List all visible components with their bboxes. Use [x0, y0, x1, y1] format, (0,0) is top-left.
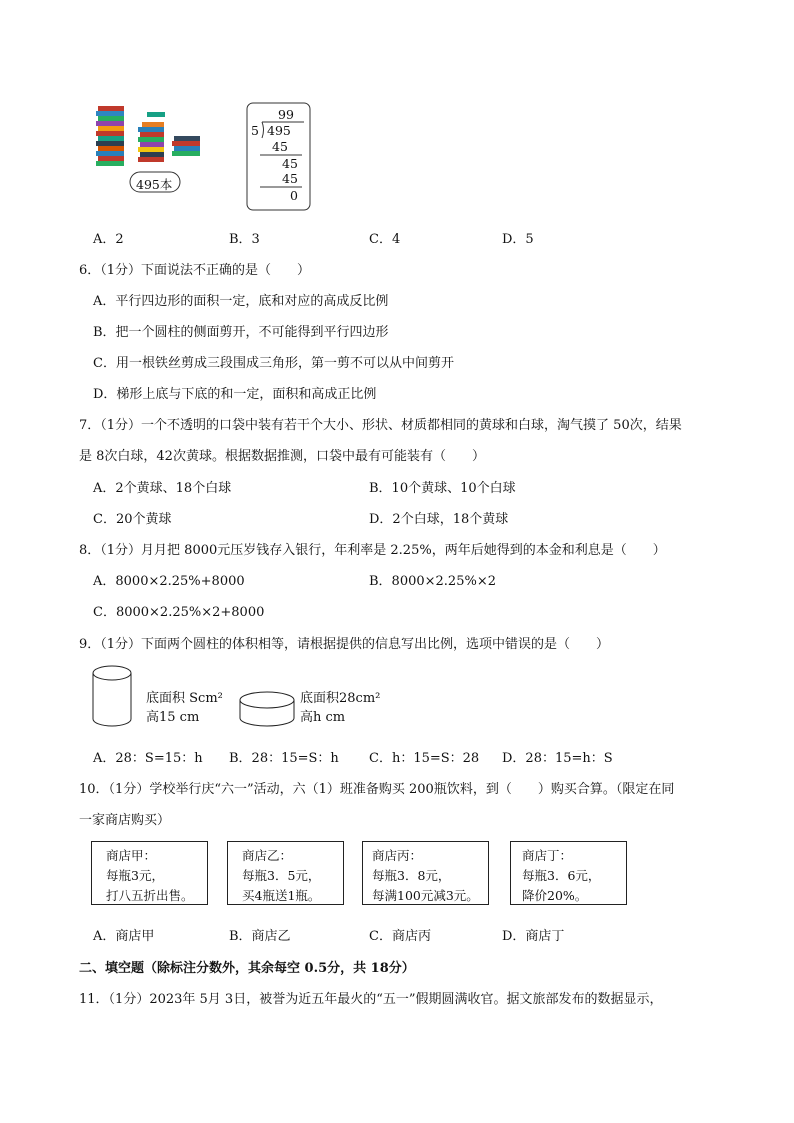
- cylinder-tall-icon: [90, 664, 138, 730]
- shop-jia-name: 商店甲：: [106, 848, 157, 863]
- q11-stem: 11．（1分）2023年 5月 3日，被誉为近五年最火的“五一”假期圆满收官。据文旅部发布的数据显示，: [79, 992, 663, 1007]
- shop-yi-name: 商店乙：: [242, 848, 293, 863]
- shop-bing-deal: 每满100元减3元。: [372, 888, 479, 903]
- q8-stem: 8．（1分）月月把 8000元压岁钱存入银行，年利率是 2.25%，两年后她得到的本金和利息是（ ）: [79, 543, 666, 558]
- q5-option-a[interactable]: A．2: [93, 232, 124, 247]
- cylinder1-height: 高15 cm: [146, 710, 200, 725]
- q9-option-d[interactable]: D．28：15=h：S: [502, 751, 613, 766]
- division-rem1: 45: [282, 156, 298, 171]
- cylinder1-base-area: 底面积 Scm²: [146, 691, 223, 706]
- division-divisor: 5: [251, 123, 259, 138]
- division-dividend: 495: [267, 123, 291, 138]
- q6-option-d[interactable]: D．梯形上底与下底的和一定，面积和高成正比例: [93, 387, 377, 402]
- q10-stem-line1: 10．（1分）学校举行庆“六一”活动，六（1）班准备购买 200瓶饮料，到（ ）购买合算。（限定在同: [79, 782, 675, 797]
- q7-option-c[interactable]: C．20个黄球: [93, 512, 172, 527]
- q7-option-a[interactable]: A．2个黄球、18个白球: [93, 481, 232, 496]
- cylinder-short-icon: [238, 690, 298, 730]
- q5-option-d[interactable]: D．5: [502, 232, 534, 247]
- q6-option-c[interactable]: C．用一根铁丝剪成三段围成三角形，第一剪不可以从中间剪开: [93, 356, 454, 371]
- q10-option-d[interactable]: D．商店丁: [502, 929, 565, 944]
- division-step2: 45: [282, 171, 298, 186]
- q5-option-c[interactable]: C．4: [369, 232, 401, 247]
- division-step1: 45: [272, 139, 288, 154]
- cylinder2-height: 高h cm: [300, 710, 346, 725]
- q6-stem: 6．（1分）下面说法不正确的是（ ）: [79, 263, 311, 278]
- q8-option-a[interactable]: A．8000×2.25%+8000: [93, 574, 245, 589]
- shop-jia-price: 每瓶3元，: [106, 868, 164, 883]
- shop-yi-price: 每瓶3．5元，: [242, 868, 321, 883]
- q9-option-a[interactable]: A．28：S=15：h: [93, 751, 203, 766]
- q9-stem: 9．（1分）下面两个圆柱的体积相等，请根据提供的信息写出比例，选项中错误的是（ ）: [79, 637, 610, 652]
- q5-option-b[interactable]: B．3: [229, 232, 260, 247]
- section-title-fill-in: 二、填空题（除标注分数外，其余每空 0.5分，共 18分）: [79, 961, 415, 976]
- q7-option-b[interactable]: B．10个黄球、10个白球: [369, 481, 516, 496]
- shop-bing-price: 每瓶3．8元，: [372, 868, 451, 883]
- shop-box-jia: [91, 841, 208, 905]
- q10-option-c[interactable]: C．商店丙: [369, 929, 431, 944]
- q10-option-b[interactable]: B．商店乙: [229, 929, 291, 944]
- book-stack-medium: [138, 112, 165, 162]
- book-stack-small: [172, 136, 200, 156]
- q6-option-b[interactable]: B．把一个圆柱的侧面剪开，不可能得到平行四边形: [93, 325, 389, 340]
- shop-box-yi: [227, 841, 344, 905]
- division-rem2: 0: [290, 188, 298, 203]
- shop-bing-name: 商店丙：: [372, 848, 423, 863]
- q9-option-b[interactable]: B．28：15=S：h: [229, 751, 339, 766]
- shop-ding-deal: 降价20%。: [522, 888, 588, 903]
- q7-option-d[interactable]: D．2个白球，18个黄球: [369, 512, 509, 527]
- cylinder2-base-area: 底面积28cm²: [300, 691, 381, 706]
- q10-option-a[interactable]: A．商店甲: [93, 929, 155, 944]
- q7-stem-line1: 7．（1分）一个不透明的口袋中装有若干个大小、形状、材质都相同的黄球和白球，淘气摸了 50次，结果: [79, 418, 682, 433]
- division-quotient: 99: [278, 107, 294, 122]
- book-count-label: 495本: [136, 177, 173, 192]
- shop-box-bing: [362, 841, 489, 905]
- shop-ding-price: 每瓶3．6元，: [522, 868, 601, 883]
- q8-option-c[interactable]: C．8000×2.25%×2+8000: [93, 605, 265, 620]
- q6-option-a[interactable]: A．平行四边形的面积一定，底和对应的高成反比例: [93, 294, 389, 309]
- q7-stem-line2: 是 8次白球，42次黄球。根据数据推测，口袋中最有可能装有（ ）: [79, 449, 485, 464]
- shop-yi-deal: 买4瓶送1瓶。: [242, 888, 321, 903]
- q9-option-c[interactable]: C．h：15=S：28: [369, 751, 480, 766]
- shop-ding-name: 商店丁：: [522, 848, 573, 863]
- q8-option-b[interactable]: B．8000×2.25%×2: [369, 574, 496, 589]
- shop-jia-deal: 打八五折出售。: [106, 888, 194, 903]
- shop-box-ding: [510, 841, 627, 905]
- book-stack-tall: [96, 106, 124, 166]
- q10-stem-line2: 一家商店购买）: [79, 813, 171, 828]
